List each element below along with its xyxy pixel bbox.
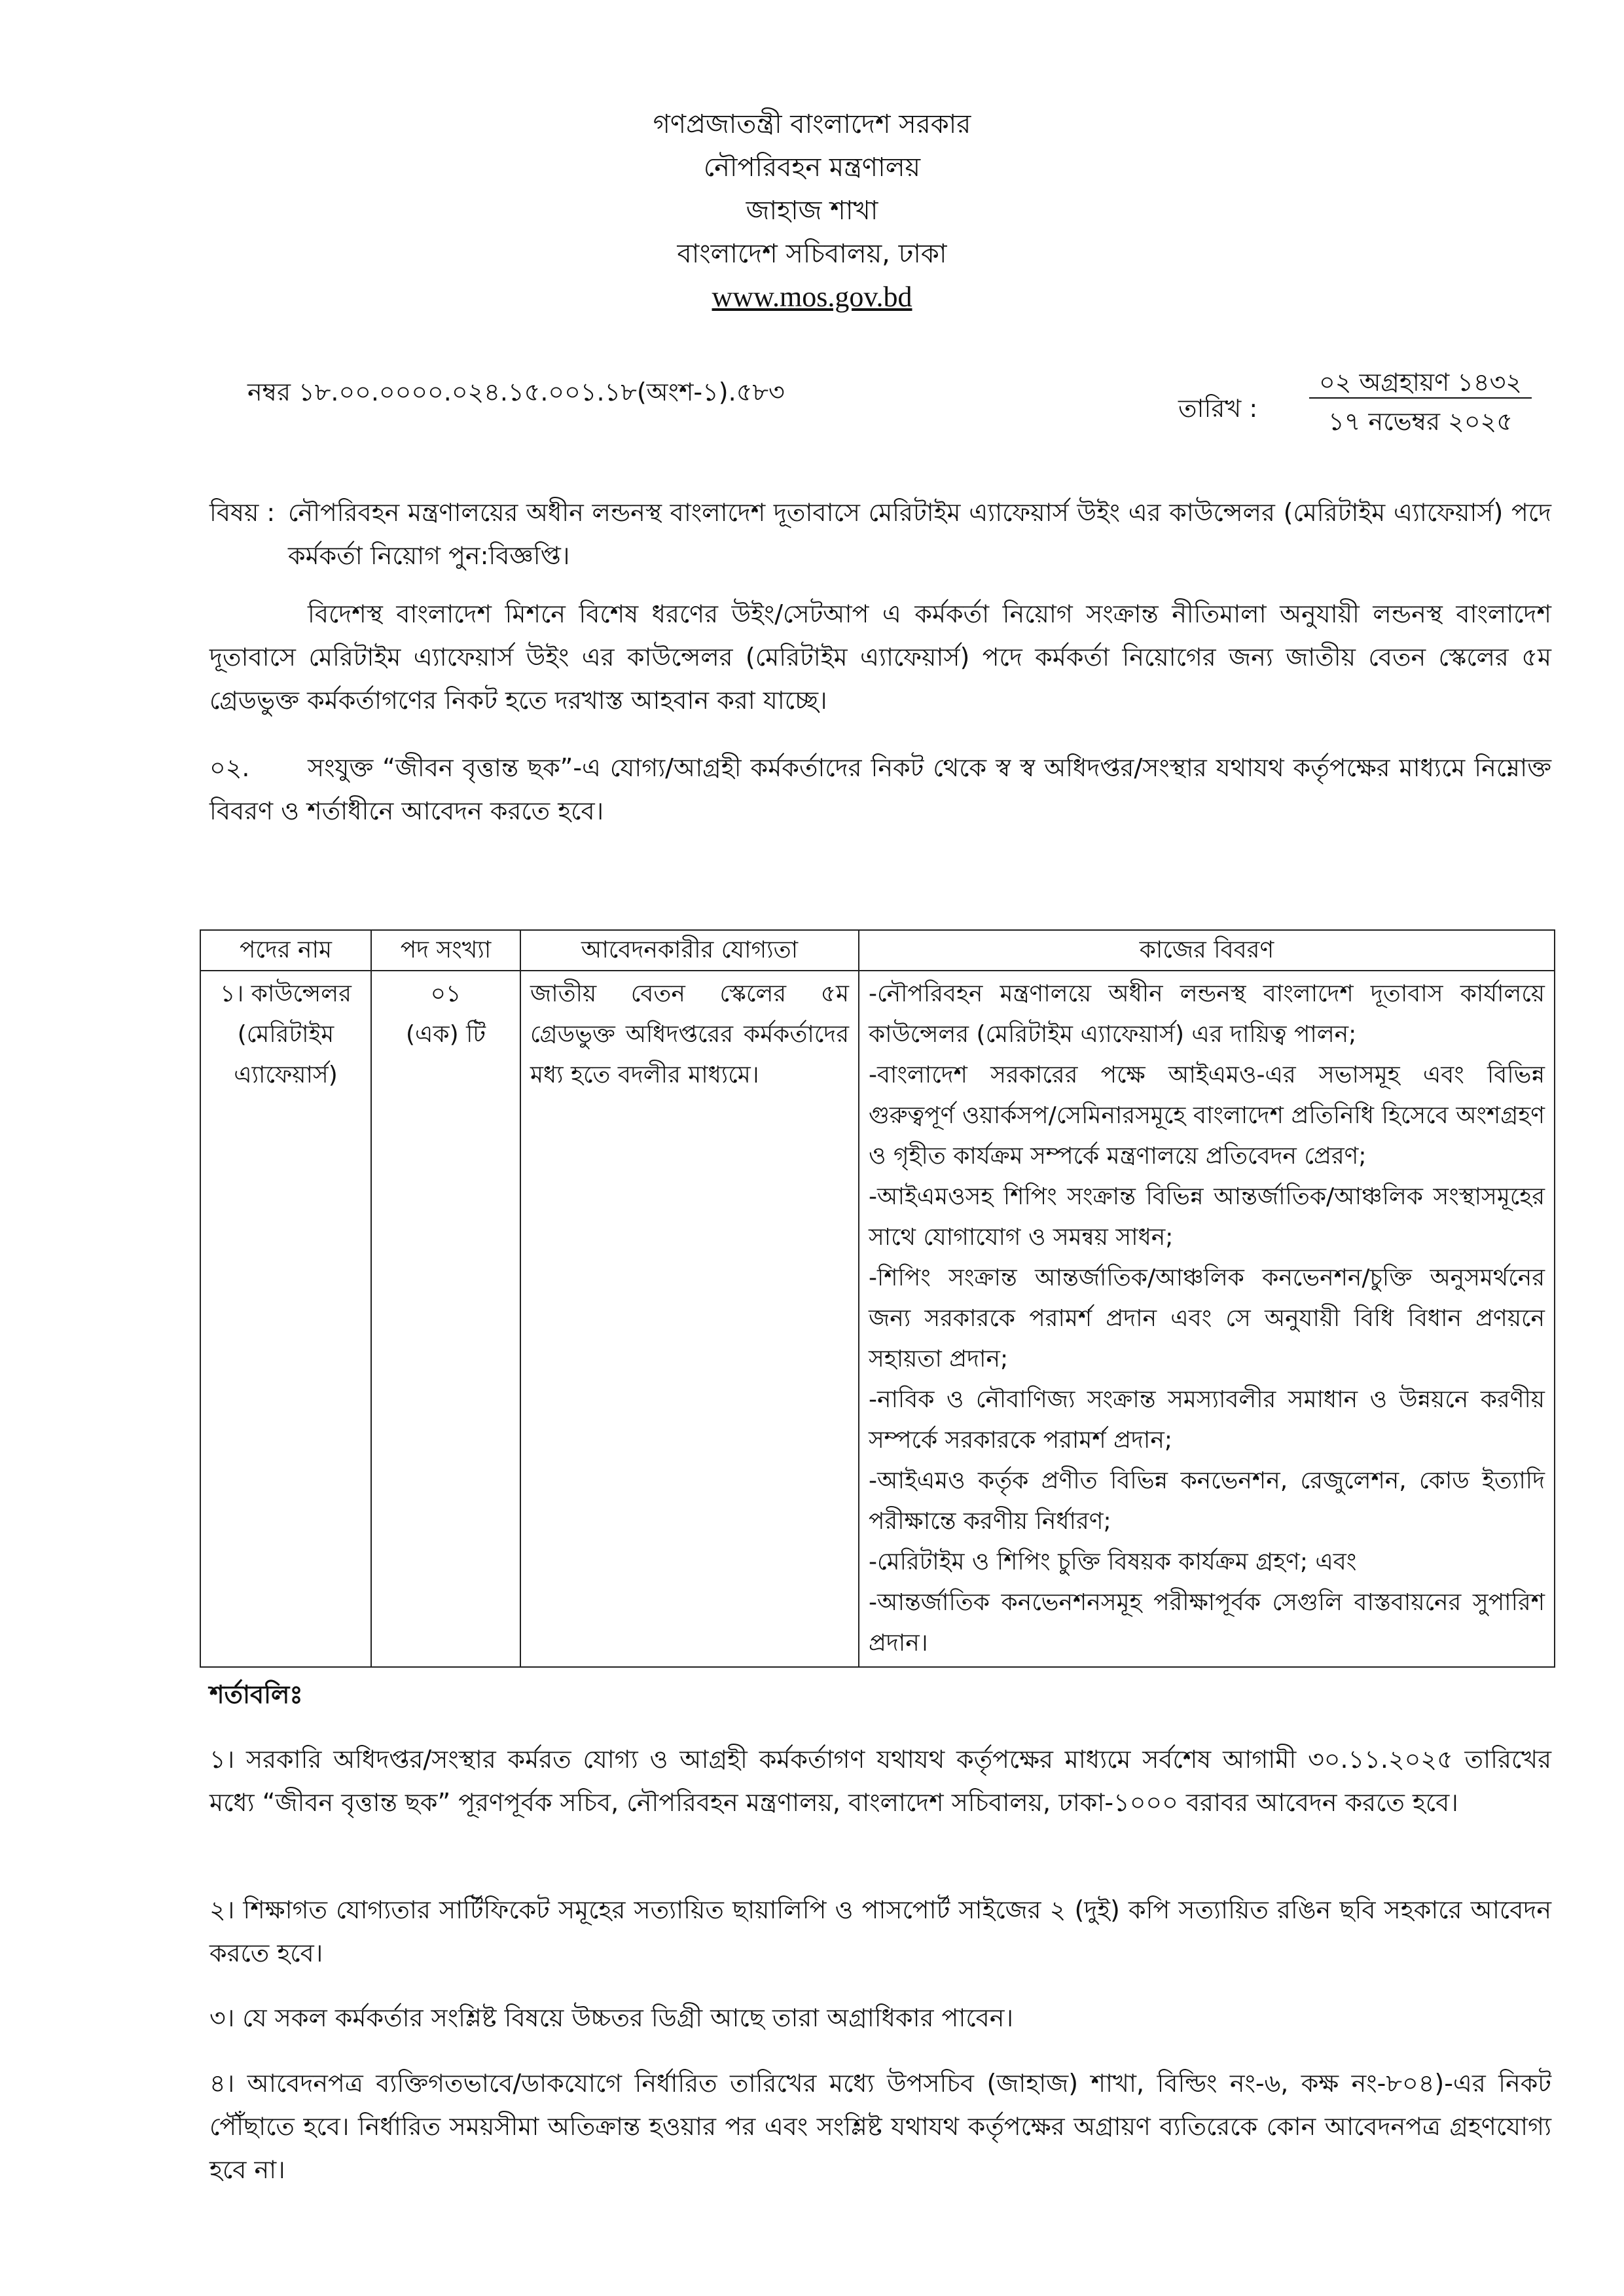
paragraph-number: ০২. xyxy=(209,753,250,782)
duty-item: -মেরিটাইম ও শিপিং চুক্তি বিষয়ক কার্যক্রম গ্রহণ; এবং xyxy=(869,1549,1357,1575)
duty-item: -শিপিং সংক্রান্ত আন্তর্জাতিক/আঞ্চলিক কনভেনশন/চুক্তি অনুসমর্থনের জন্য সরকারকে পরামর্শ প্রদান এবং সে অনুযায়ী বিধি বিধান প্রণয়নে সহায়তা প্রদান; xyxy=(869,1265,1545,1372)
letterhead-government: গণপ্রজাতন্ত্রী বাংলাদেশ সরকার xyxy=(653,109,971,139)
letterhead-ministry: নৌপরিবহন মন্ত্রণালয় xyxy=(703,152,921,183)
date-label: তারিখ : xyxy=(1178,394,1258,423)
post-name-line: এ্যাফেয়ার্স) xyxy=(234,1062,338,1088)
memo-number: নম্বর ১৮.০০.০০০০.০২৪.১৫.০০১.১৮(অংশ-১).৫৮৩ xyxy=(247,378,785,406)
paragraph-02 xyxy=(209,746,1551,833)
letterhead-address: বাংলাদেশ সচিবালয়, ঢাকা xyxy=(677,239,947,269)
date-bangla: ০২ অগ্রহায়ণ ১৪৩২ xyxy=(1309,363,1532,399)
duty-item: -আন্তর্জাতিক কনভেনশনসমূহ পরীক্ষাপূর্বক সেগুলি বাস্তবায়নের সুপারিশ প্রদান। xyxy=(869,1589,1545,1657)
paragraph-02-text: সংযুক্ত “জীবন বৃত্তান্ত ছক”-এ যোগ্য/আগ্রহী কর্মকর্তাদের নিকট থেকে স্ব স্ব অধিদপ্তর/সংস্থার যথাযথ কর্তৃপক্ষের মাধ্যমে নিম্নোক্ত বিবরণ ও শর্তাধীনে আবেদন করতে হবে। xyxy=(209,753,1551,825)
date-fraction xyxy=(1309,363,1532,444)
post-name-line: (মেরিটাইম xyxy=(237,1021,334,1048)
condition-item: ৩। যে সকল কর্মকর্তার সংশ্লিষ্ট বিষয়ে উচ্চতর ডিগ্রী আছে তারা অগ্রাধিকার পাবেন। xyxy=(209,2003,1014,2032)
post-details-table xyxy=(200,929,1555,1668)
subject-label: বিষয় : xyxy=(209,498,276,527)
letterhead-website-link[interactable]: www.mos.gov.bd xyxy=(712,281,912,313)
duty-item: -নৌপরিবহন মন্ত্রণালয়ে অধীন লন্ডনস্থ বাংলাদেশ দূতাবাস কার্যালয়ে কাউন্সেলর (মেরিটাইম এ্যাফেয়ার্স) এর দায়িত্ব পালন; xyxy=(869,980,1545,1048)
conditions-heading: শর্তাবলিঃ xyxy=(209,1680,303,1709)
post-count-words: (এক) টি xyxy=(405,1021,486,1048)
duty-item: -নাবিক ও নৌবাণিজ্য সংক্রান্ত সমস্যাবলীর সমাধান ও উন্নয়নে করণীয় সম্পর্কে সরকারকে পরামর্শ প্রদান; xyxy=(869,1386,1545,1454)
letterhead-branch: জাহাজ শাখা xyxy=(746,196,878,226)
duty-item: -আইএমও কর্তৃক প্রণীত বিভিন্ন কনভেনশন, রেজুলেশন, কোড ইত্যাদি পরীক্ষান্তে করণীয় নির্ধারণ; xyxy=(869,1467,1545,1535)
duty-item: -আইএমওসহ শিপিং সংক্রান্ত বিভিন্ন আন্তর্জাতিক/আঞ্চলিক সংস্থাসমূহের সাথে যোগাযোগ ও সমন্বয় সাধন; xyxy=(869,1183,1545,1251)
cell-post-name xyxy=(200,971,371,1667)
letterhead xyxy=(0,105,1624,321)
header-post-count: পদ সংখ্যা xyxy=(371,930,520,971)
table-header-row xyxy=(200,930,1555,971)
post-name-line: ১। কাউন্সেলর xyxy=(220,980,352,1007)
condition-item: ১। সরকারি অধিদপ্তর/সংস্থার কর্মরত যোগ্য ও আগ্রহী কর্মকর্তাগণ যথাযথ কর্তৃপক্ষের মাধ্যমে সর্বশেষ আগামী ৩০.১১.২০২৫ তারিখের মধ্যে “জীবন বৃত্তান্ত ছক” পূরণপূর্বক সচিব, নৌপরিবহন মন্ত্রণালয়, বাংলাদেশ সচিবালয়, ঢাকা-১০০০ বরাবর আবেদন করতে হবে। xyxy=(209,1745,1551,1817)
header-post-name: পদের নাম xyxy=(200,930,371,971)
cell-job-description xyxy=(859,971,1555,1667)
header-qualification: আবেদনকারীর যোগ্যতা xyxy=(520,930,859,971)
date-gregorian: ১৭ নভেম্বর ২০২৫ xyxy=(1328,407,1513,436)
duty-item: -বাংলাদেশ সরকারের পক্ষে আইএমও-এর সভাসমূহ এবং বিভিন্ন গুরুত্বপূর্ণ ওয়ার্কসপ/সেমিনারসমূহে বাংলাদেশ প্রতিনিধি হিসেবে অংশগ্রহণ ও গৃহীত কার্যক্রম সম্পর্কে মন্ত্রণালয়ে প্রতিবেদন প্রেরণ; xyxy=(869,1062,1545,1170)
memo-date xyxy=(1178,363,1545,442)
header-job-description: কাজের বিবরণ xyxy=(859,930,1555,971)
subject-text: নৌপরিবহন মন্ত্রণালয়ের অধীন লন্ডনস্থ বাংলাদেশ দূতাবাসে মেরিটাইম এ্যাফেয়ার্স উইং এর কাউন্সেলর (মেরিটাইম এ্যাফেয়ার্স) পদে কর্মকর্তা নিয়োগ পুন:বিজ্ঞপ্তি। xyxy=(288,498,1551,570)
subject-block xyxy=(209,491,1551,577)
cell-post-count xyxy=(371,971,520,1667)
cell-qualification: জাতীয় বেতন স্কেলের ৫ম গ্রেডভুক্ত অধিদপ্তরের কর্মকর্তাদের মধ্য হতে বদলীর মাধ্যমে। xyxy=(520,971,859,1667)
table-row xyxy=(200,971,1555,1667)
condition-item: ৪। আবেদনপত্র ব্যক্তিগতভাবে/ডাকযোগে নির্ধারিত তারিখের মধ্যে উপসচিব (জাহাজ) শাখা, বিল্ডিং নং-৬, কক্ষ নং-৮০৪)-এর নিকট পৌঁছাতে হবে। নির্ধারিত সময়সীমা অতিক্রান্ত হওয়ার পর এবং সংশ্লিষ্ট যথাযথ কর্তৃপক্ষের অগ্রায়ণ ব্যতিরেকে কোন আবেদনপত্র গ্রহণযোগ্য হবে না। xyxy=(209,2069,1551,2184)
condition-item: ২। শিক্ষাগত যোগ্যতার সার্টিফিকেট সমূহের সত্যায়িত ছায়ালিপি ও পাসপোর্ট সাইজের ২ (দুই) কপি সত্যায়িত রঙিন ছবি সহকারে আবেদন করতে হবে। xyxy=(209,1895,1551,1967)
intro-paragraph: বিদেশস্থ বাংলাদেশ মিশনে বিশেষ ধরণের উইং/সেটআপ এ কর্মকর্তা নিয়োগ সংক্রান্ত নীতিমালা অনুযায়ী লন্ডনস্থ বাংলাদেশ দূতাবাসে মেরিটাইম এ্যাফেয়ার্স উইং এর কাউন্সেলর (মেরিটাইম এ্যাফেয়ার্স) পদে কর্মকর্তা নিয়োগের জন্য জাতীয় বেতন স্কেলের ৫ম গ্রেডভুক্ত কর্মকর্তাগণের নিকট হতে দরখাস্ত আহবান করা যাচ্ছে। xyxy=(209,600,1551,715)
post-count-number: ০১ xyxy=(430,980,461,1007)
